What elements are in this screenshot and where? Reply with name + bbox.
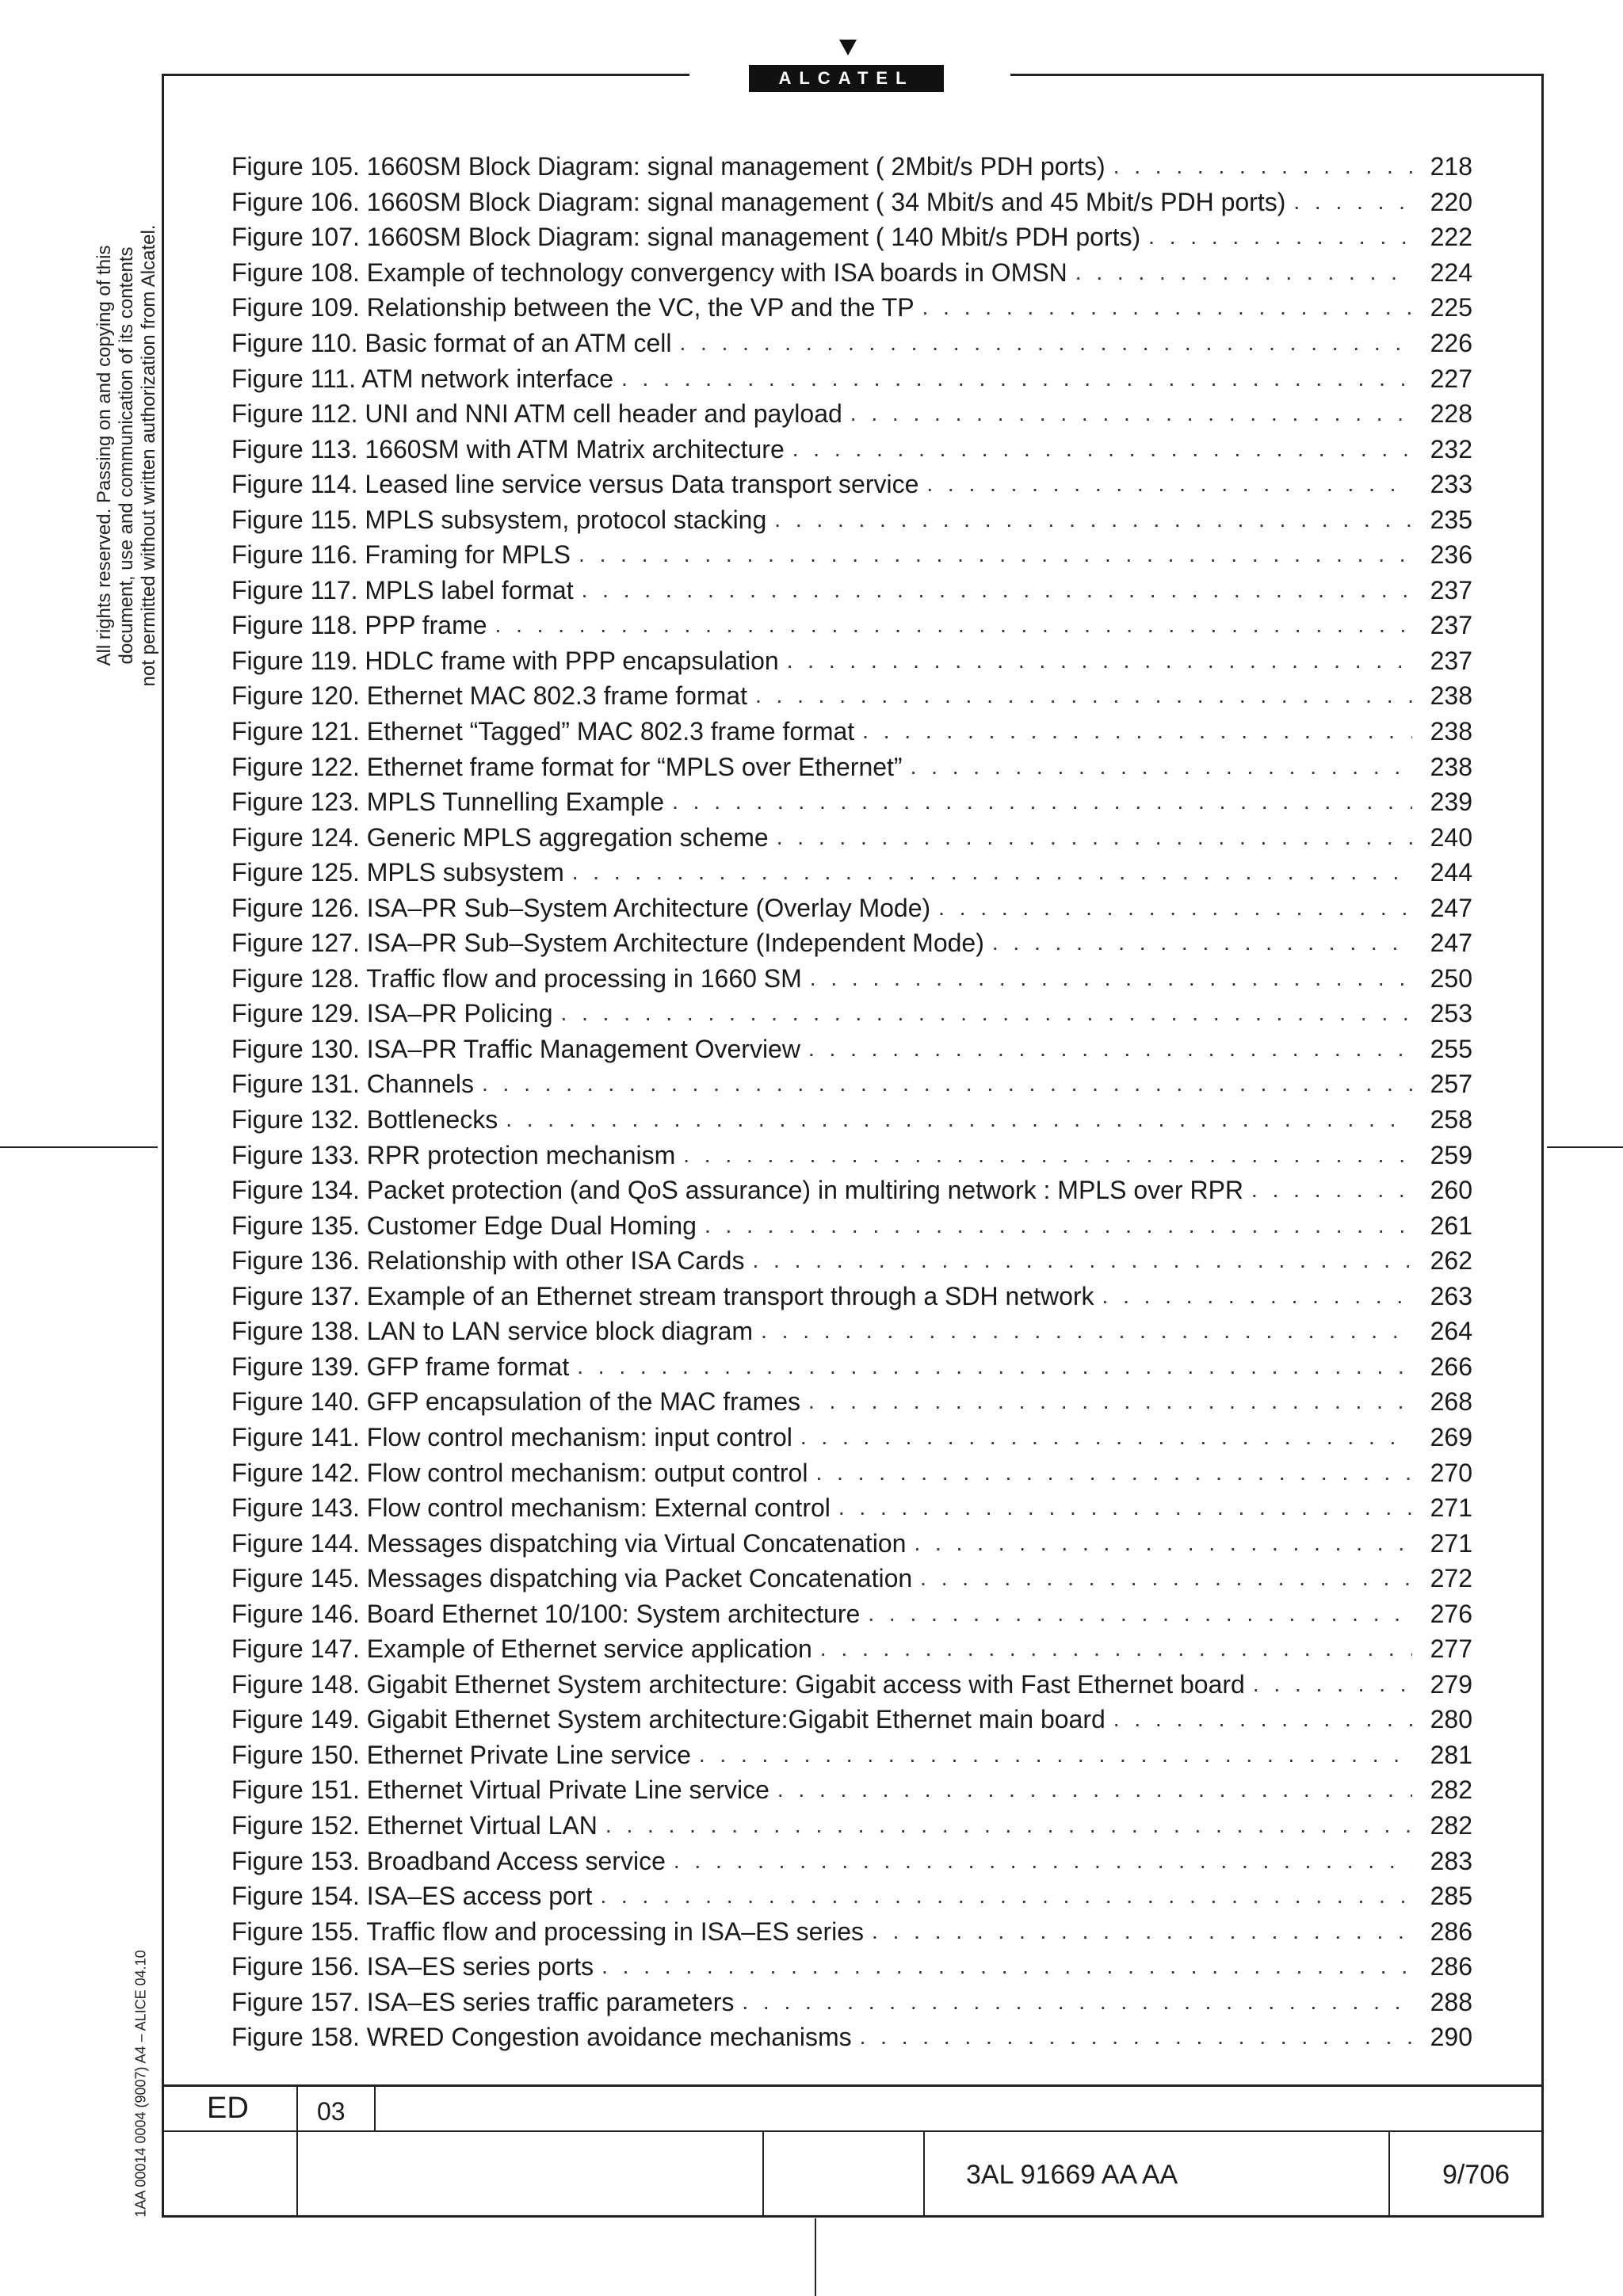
toc-entry-title: Figure 121. Ethernet “Tagged” MAC 802.3 frame format xyxy=(231,717,855,746)
dot-leader xyxy=(868,1600,1412,1628)
dot-leader xyxy=(922,293,1412,322)
dot-leader xyxy=(674,1847,1412,1875)
toc-entry[interactable] xyxy=(231,1596,1472,1631)
toc-entry[interactable] xyxy=(231,1137,1472,1173)
toc-entry-page: 282 xyxy=(1430,1810,1472,1840)
toc-entry[interactable] xyxy=(231,255,1472,291)
toc-entry[interactable] xyxy=(231,819,1472,855)
toc-entry[interactable] xyxy=(231,925,1472,961)
toc-entry[interactable] xyxy=(231,1314,1472,1349)
toc-entry-page: 240 xyxy=(1430,822,1472,852)
toc-entry-page: 258 xyxy=(1430,1105,1472,1135)
toc-entry-title: Figure 114. Leased line service versus Data transport service xyxy=(231,470,919,499)
toc-entry-title: Figure 128. Traffic flow and processing in 1660 SM xyxy=(231,963,802,993)
toc-entry-title: Figure 134. Packet protection (and QoS assurance) in multiring network : MPLS over RPR xyxy=(231,1176,1244,1205)
toc-entry-page: 253 xyxy=(1430,999,1472,1028)
footer-divider xyxy=(1388,2130,1390,2218)
toc-entry-page: 218 xyxy=(1430,152,1472,181)
toc-entry-page: 220 xyxy=(1430,187,1472,216)
toc-entry-title: Figure 143. Flow control mechanism: External control xyxy=(231,1493,831,1523)
toc-entry-title: Figure 138. LAN to LAN service block diagram xyxy=(231,1317,754,1346)
toc-entry-page: 271 xyxy=(1430,1528,1472,1558)
dot-leader xyxy=(761,1317,1412,1345)
toc-entry-title: Figure 137. Example of an Ethernet stream transport through a SDH network xyxy=(231,1281,1094,1310)
toc-entry-title: Figure 123. MPLS Tunnelling Example xyxy=(231,788,665,817)
toc-entry[interactable] xyxy=(231,219,1472,255)
toc-entry-page: 277 xyxy=(1430,1634,1472,1664)
toc-entry-page: 222 xyxy=(1430,223,1472,252)
dot-leader xyxy=(787,646,1412,675)
toc-entry[interactable] xyxy=(231,149,1472,185)
toc-entry-page: 285 xyxy=(1430,1882,1472,1911)
footer-divider xyxy=(762,2130,764,2218)
dot-leader xyxy=(992,929,1412,957)
toc-entry-title: Figure 146. Board Ethernet 10/100: System architecture xyxy=(231,1599,861,1628)
dot-leader xyxy=(800,1423,1412,1451)
toc-entry[interactable] xyxy=(231,326,1472,361)
legal-line: document, use and communication of its contents xyxy=(116,246,137,665)
dot-leader xyxy=(1253,1670,1412,1699)
toc-entry[interactable] xyxy=(231,1207,1472,1243)
toc-entry-page: 255 xyxy=(1430,1034,1472,1063)
toc-entry-page: 232 xyxy=(1430,434,1472,463)
toc-entry-title: Figure 145. Messages dispatching via Packet Concatenation xyxy=(231,1564,913,1593)
toc-entry-title: Figure 108. Example of technology convergency with ISA boards in OMSN xyxy=(231,257,1067,287)
toc-entry-page: 266 xyxy=(1430,1352,1472,1381)
toc-entry[interactable] xyxy=(231,1631,1472,1667)
legal-line: All rights reserved. Passing on and copying of this xyxy=(94,245,115,666)
toc-entry-page: 225 xyxy=(1430,293,1472,322)
toc-entry-page: 286 xyxy=(1430,1917,1472,1946)
dot-leader xyxy=(860,2023,1412,2051)
toc-entry[interactable] xyxy=(231,396,1472,432)
toc-entry[interactable] xyxy=(231,185,1472,220)
dot-leader xyxy=(920,1564,1412,1592)
toc-entry[interactable] xyxy=(231,643,1472,679)
toc-entry-page: 269 xyxy=(1430,1422,1472,1451)
toc-entry[interactable] xyxy=(231,1561,1472,1596)
toc-entry-title: Figure 136. Relationship with other ISA Cards xyxy=(231,1246,745,1276)
toc-entry[interactable] xyxy=(231,2019,1472,2055)
toc-entry-page: 282 xyxy=(1430,1775,1472,1805)
edition-value: 03 xyxy=(317,2097,346,2126)
toc-entry-page: 236 xyxy=(1430,540,1472,570)
toc-entry[interactable] xyxy=(231,1173,1472,1208)
toc-entry-page: 259 xyxy=(1430,1140,1472,1169)
toc-entry[interactable] xyxy=(231,714,1472,749)
dot-leader xyxy=(792,435,1412,463)
toc-entry-page: 238 xyxy=(1430,717,1472,746)
dot-leader xyxy=(1113,152,1412,181)
toc-entry-title: Figure 131. Channels xyxy=(231,1070,474,1099)
dot-leader xyxy=(838,1493,1412,1522)
toc-entry-page: 250 xyxy=(1430,963,1472,993)
dot-leader xyxy=(1075,258,1412,287)
toc-entry-title: Figure 122. Ethernet frame format for “MPLS over Ethernet” xyxy=(231,752,903,781)
dot-leader xyxy=(1251,1176,1412,1204)
dot-leader xyxy=(815,1459,1412,1487)
toc-entry-title: Figure 139. GFP frame format xyxy=(231,1352,570,1381)
toc-entry-page: 262 xyxy=(1430,1246,1472,1276)
toc-entry-title: Figure 148. Gigabit Ethernet System architecture: Gigabit access with Fast Ethernet board xyxy=(231,1669,1245,1699)
dot-leader xyxy=(495,611,1412,639)
toc-entry[interactable] xyxy=(231,1913,1472,1949)
toc-entry-title: Figure 116. Framing for MPLS xyxy=(231,540,571,570)
dot-leader xyxy=(577,1352,1412,1381)
document-number: 3AL 91669 AA AA xyxy=(966,2160,1178,2190)
toc-entry-title: Figure 156. ISA–ES series ports xyxy=(231,1952,594,1981)
toc-entry[interactable] xyxy=(231,784,1472,820)
toc-entry-title: Figure 130. ISA–PR Traffic Management Overview xyxy=(231,1034,800,1063)
toc-entry[interactable] xyxy=(231,431,1472,467)
dot-leader xyxy=(914,1529,1412,1558)
toc-entry-page: 224 xyxy=(1430,257,1472,287)
toc-entry-page: 261 xyxy=(1430,1211,1472,1240)
dot-leader xyxy=(808,1387,1412,1416)
toc-entry-page: 281 xyxy=(1430,1740,1472,1769)
dot-leader xyxy=(600,1882,1412,1910)
toc-entry[interactable] xyxy=(231,1032,1472,1067)
toc-entry-title: Figure 129. ISA–PR Policing xyxy=(231,999,553,1028)
toc-entry[interactable] xyxy=(231,1702,1472,1737)
footer-divider xyxy=(374,2084,376,2130)
toc-entry-page: 271 xyxy=(1430,1493,1472,1523)
dot-leader xyxy=(755,681,1412,710)
toc-entry-title: Figure 105. 1660SM Block Diagram: signal management ( 2Mbit/s PDH ports) xyxy=(231,152,1106,181)
dot-leader xyxy=(752,1246,1412,1275)
toc-entry-page: 283 xyxy=(1430,1846,1472,1875)
logo-triangle-icon xyxy=(839,40,857,55)
dot-leader xyxy=(820,1634,1412,1663)
toc-entry[interactable] xyxy=(231,1066,1472,1102)
toc-entry-page: 263 xyxy=(1430,1281,1472,1310)
dot-leader xyxy=(850,399,1412,428)
toc-entry-title: Figure 115. MPLS subsystem, protocol stacking xyxy=(231,505,767,534)
toc-entry[interactable] xyxy=(231,1243,1472,1279)
toc-entry[interactable] xyxy=(231,996,1472,1032)
toc-entry[interactable] xyxy=(231,608,1472,643)
crop-mark-right xyxy=(1547,1146,1623,1148)
toc-entry-title: Figure 107. 1660SM Block Diagram: signal management ( 140 Mbit/s PDH ports) xyxy=(231,223,1141,252)
dot-leader xyxy=(672,788,1412,816)
dot-leader xyxy=(774,505,1412,534)
dot-leader xyxy=(621,364,1412,393)
toc-entry-title: Figure 124. Generic MPLS aggregation scheme xyxy=(231,822,769,852)
toc-entry[interactable] xyxy=(231,573,1472,608)
toc-entry[interactable] xyxy=(231,360,1472,396)
toc-entry-title: Figure 149. Gigabit Ethernet System architecture:Gigabit Ethernet main board xyxy=(231,1705,1106,1734)
toc-entry[interactable] xyxy=(231,1878,1472,1914)
footer-divider xyxy=(296,2084,298,2218)
dot-leader xyxy=(683,1141,1412,1169)
toc-entry[interactable] xyxy=(231,1737,1472,1773)
logo-text: ALCATEL xyxy=(749,65,944,92)
toc-entry[interactable] xyxy=(231,1349,1472,1385)
toc-entry-title: Figure 117. MPLS label format xyxy=(231,575,574,605)
dot-leader xyxy=(872,1917,1412,1946)
crop-mark-left xyxy=(0,1146,158,1148)
toc-entry-title: Figure 106. 1660SM Block Diagram: signal management ( 34 Mbit/s and 45 Mbit/s PDH ports) xyxy=(231,187,1286,216)
dot-leader xyxy=(699,1741,1412,1769)
toc-entry-title: Figure 150. Ethernet Private Line service xyxy=(231,1740,691,1769)
toc-entry-title: Figure 126. ISA–PR Sub–System Architecture (Overlay Mode) xyxy=(231,893,931,922)
toc-entry-title: Figure 113. 1660SM with ATM Matrix architecture xyxy=(231,434,785,463)
toc-entry-page: 237 xyxy=(1430,646,1472,675)
toc-entry-title: Figure 132. Bottlenecks xyxy=(231,1105,498,1135)
footer-top-rule xyxy=(162,2084,1544,2087)
toc-entry-page: 239 xyxy=(1430,788,1472,817)
toc-entry-page: 288 xyxy=(1430,1987,1472,2016)
toc-entry[interactable] xyxy=(231,1455,1472,1490)
toc-entry-page: 290 xyxy=(1430,2023,1472,2052)
toc-entry-page: 264 xyxy=(1430,1317,1472,1346)
toc-entry-title: Figure 152. Ethernet Virtual LAN xyxy=(231,1810,598,1840)
dot-leader xyxy=(777,823,1412,852)
toc-entry-page: 235 xyxy=(1430,505,1472,534)
alcatel-logo xyxy=(749,40,947,95)
toc-entry-page: 237 xyxy=(1430,575,1472,605)
toc-entry[interactable] xyxy=(231,890,1472,925)
footer-divider xyxy=(923,2130,925,2218)
dot-leader xyxy=(572,858,1412,887)
toc-entry-page: 238 xyxy=(1430,681,1472,711)
dot-leader xyxy=(582,576,1412,605)
dot-leader xyxy=(926,470,1412,498)
dot-leader xyxy=(579,540,1412,569)
toc-entry-title: Figure 120. Ethernet MAC 802.3 frame format xyxy=(231,681,747,711)
toc-entry[interactable] xyxy=(231,1949,1472,1985)
dot-leader xyxy=(679,329,1412,357)
toc-entry-title: Figure 151. Ethernet Virtual Private Line service xyxy=(231,1775,769,1805)
dot-leader xyxy=(810,964,1412,993)
edition-label: ED xyxy=(207,2092,249,2125)
toc-entry-page: 270 xyxy=(1430,1458,1472,1487)
toc-entry-title: Figure 147. Example of Ethernet service application xyxy=(231,1634,812,1664)
toc-entry-title: Figure 157. ISA–ES series traffic parameters xyxy=(231,1987,735,2016)
toc-entry-title: Figure 140. GFP encapsulation of the MAC frames xyxy=(231,1387,800,1417)
toc-entry-page: 228 xyxy=(1430,399,1472,429)
toc-entry-page: 233 xyxy=(1430,470,1472,499)
toc-entry[interactable] xyxy=(231,290,1472,326)
legal-notice xyxy=(94,154,160,757)
toc-entry-page: 260 xyxy=(1430,1176,1472,1205)
toc-entry[interactable] xyxy=(231,1420,1472,1455)
dot-leader xyxy=(506,1105,1412,1134)
toc-entry-page: 247 xyxy=(1430,929,1472,958)
dot-leader xyxy=(482,1070,1412,1098)
toc-entry-title: Figure 155. Traffic flow and processing in ISA–ES series xyxy=(231,1917,865,1946)
crop-mark-bottom xyxy=(815,2218,816,2296)
toc-entry-page: 286 xyxy=(1430,1952,1472,1981)
toc-entry-page: 227 xyxy=(1430,364,1472,393)
toc-entry[interactable] xyxy=(231,1102,1472,1138)
toc-entry-title: Figure 127. ISA–PR Sub–System Architecture (Independent Mode) xyxy=(231,929,984,958)
toc-entry-title: Figure 158. WRED Congestion avoidance mechanisms xyxy=(231,2023,852,2052)
dot-leader xyxy=(605,1811,1412,1840)
dot-leader xyxy=(808,1035,1412,1063)
dot-leader xyxy=(1293,188,1412,216)
toc-entry-title: Figure 141. Flow control mechanism: input control xyxy=(231,1422,792,1451)
toc-entry-title: Figure 142. Flow control mechanism: output control xyxy=(231,1458,808,1487)
toc-entry-title: Figure 109. Relationship between the VC, the VP and the TP xyxy=(231,293,915,322)
toc-entry-page: 279 xyxy=(1430,1669,1472,1699)
toc-entry[interactable] xyxy=(231,1808,1472,1844)
doc-template-code: 1AA 00014 0004 (9007) A4 – ALICE 04.10 xyxy=(132,1950,149,2218)
toc-entry[interactable] xyxy=(231,1772,1472,1808)
toc-entry[interactable] xyxy=(231,1384,1472,1420)
dot-leader xyxy=(862,717,1412,746)
toc-entry-title: Figure 153. Broadband Access service xyxy=(231,1846,666,1875)
toc-entry[interactable] xyxy=(231,502,1472,537)
toc-entry-title: Figure 133. RPR protection mechanism xyxy=(231,1140,676,1169)
toc-entry[interactable] xyxy=(231,1843,1472,1878)
toc-entry-page: 244 xyxy=(1430,858,1472,887)
toc-entry-title: Figure 135. Customer Edge Dual Homing xyxy=(231,1211,697,1240)
list-of-figures xyxy=(231,149,1472,2055)
toc-entry-page: 272 xyxy=(1430,1564,1472,1593)
toc-entry[interactable] xyxy=(231,537,1472,573)
toc-entry-page: 276 xyxy=(1430,1599,1472,1628)
toc-entry[interactable] xyxy=(231,1279,1472,1314)
dot-leader xyxy=(1113,1705,1412,1733)
toc-entry-page: 268 xyxy=(1430,1387,1472,1417)
toc-entry[interactable] xyxy=(231,961,1472,997)
toc-entry[interactable] xyxy=(231,467,1472,502)
toc-entry-title: Figure 111. ATM network interface xyxy=(231,364,613,393)
dot-leader xyxy=(1102,1282,1412,1310)
dot-leader xyxy=(1148,223,1412,251)
toc-entry-title: Figure 125. MPLS subsystem xyxy=(231,858,564,887)
dot-leader xyxy=(938,894,1412,922)
toc-entry[interactable] xyxy=(231,749,1472,784)
toc-entry-page: 237 xyxy=(1430,611,1472,640)
footer-mid-rule xyxy=(162,2130,1544,2132)
dot-leader xyxy=(777,1775,1412,1804)
dot-leader xyxy=(742,1988,1412,2016)
toc-entry-title: Figure 110. Basic format of an ATM cell xyxy=(231,329,672,357)
toc-entry-page: 280 xyxy=(1430,1705,1472,1734)
toc-entry[interactable] xyxy=(231,1667,1472,1703)
legal-line: not permitted without written authorization from Alcatel. xyxy=(138,224,159,687)
dot-leader xyxy=(601,1952,1412,1981)
toc-entry[interactable] xyxy=(231,855,1472,891)
footer-block xyxy=(162,2084,1544,2218)
toc-entry[interactable] xyxy=(231,1984,1472,2019)
toc-entry[interactable] xyxy=(231,1490,1472,1526)
toc-entry-title: Figure 112. UNI and NNI ATM cell header and payload xyxy=(231,399,842,429)
toc-entry-page: 238 xyxy=(1430,752,1472,781)
toc-entry-page: 257 xyxy=(1430,1070,1472,1099)
toc-entry-title: Figure 154. ISA–ES access port xyxy=(231,1882,593,1911)
toc-entry-title: Figure 118. PPP frame xyxy=(231,611,487,640)
toc-entry-title: Figure 144. Messages dispatching via Virtual Concatenation xyxy=(231,1528,907,1558)
toc-entry-page: 247 xyxy=(1430,893,1472,922)
dot-leader xyxy=(911,753,1412,781)
dot-leader xyxy=(561,999,1412,1028)
toc-entry-page: 226 xyxy=(1430,329,1472,357)
page-number: 9/706 xyxy=(1442,2160,1510,2190)
toc-entry[interactable] xyxy=(231,678,1472,714)
toc-entry-title: Figure 119. HDLC frame with PPP encapsulation xyxy=(231,646,779,675)
toc-entry[interactable] xyxy=(231,1525,1472,1561)
dot-leader xyxy=(705,1211,1412,1240)
